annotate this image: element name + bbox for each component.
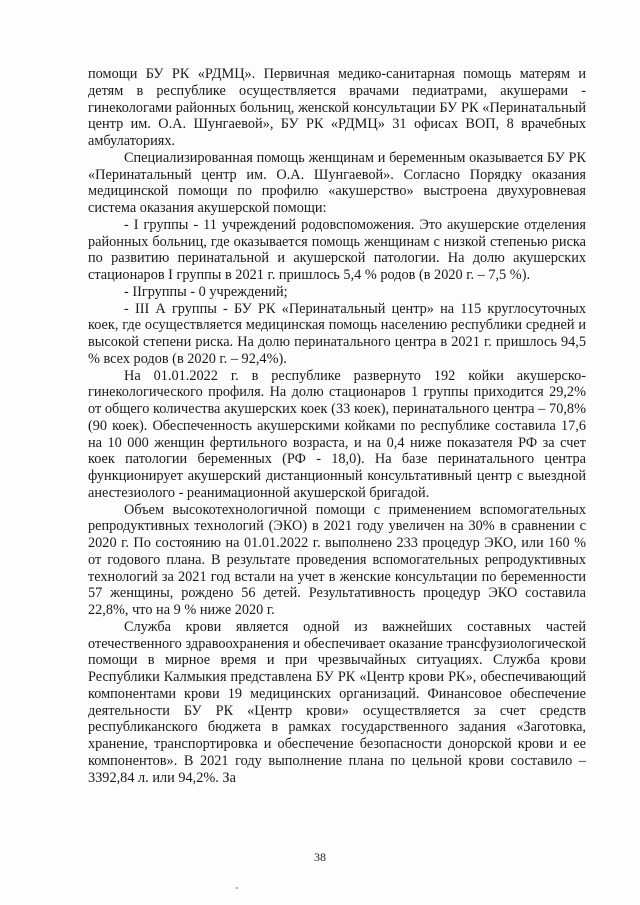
document-body [88,66,586,786]
page-number: 38 [314,850,326,864]
paragraph-blood-service: Служба крови является одной из важнейших составных частей отечественного здравоохранения и обеспечивает оказание трансфузиологической помощи в мирное время и при чрезвычайных ситуациях. Служба крови Республики Калмыкия представлена БУ РК «Центр крови РК», обеспечивающий компонентами крови 19 медицинских организаций. Финансовое обеспечение деятельности БУ РК «Центр крови» осуществляется за счет средств республиканского бюджета в рамках государственного задания «Заготовка, хранение, транспортировка и обеспечение безопасности донорской крови и ее компонентов». В 2021 году выполнение плана по цельной крови составило – 3392,84 л. или 94,2%. За [88,618,586,786]
paragraph-primary-care: помощи БУ РК «РДМЦ». Первичная медико-санитарная помощь матерям и детям в республике осуществляется врачами педиатрами, акушерами - гинекологами районных больниц, женской консультации БУ РК «Перинатальный центр им. О.А. Шунгаевой», БУ РК «РДМЦ» 31 офисах ВОП, 8 врачебных амбулаториях. [88,66,586,149]
paragraph-group-1: - I группы - 11 учреждений родовспоможения. Это акушерские отделения районных больниц, где оказывается помощь женщинам с низкой степенью риска по развитию перинатальной и акушерской патологии. На долю акушерских стационаров I группы в 2021 г. пришлось 5,4 % родов (в 2020 г. – 7,5 %). [88,216,586,283]
paragraph-bed-capacity: На 01.01.2022 г. в республике развернуто 192 койки акушерско-гинекологического профиля. На долю стационаров 1 группы приходится 29,2% от общего количества акушерских коек (33 коек), перинатального центра – 70,8% (90 коек). Обеспеченность акушерскими койками по республике составила 17,6 на 10 000 женщин фертильного возраста, и на 0,4 ниже показателя РФ за счет коек патологии беременных (РФ - 18,0). На базе перинатального центра функционирует акушерский дистанционный консультативный центр с выездной анестезиолого - реанимационной акушерской бригадой. [88,367,586,501]
paragraph-specialized-care: Специализированная помощь женщинам и беременным оказывается БУ РК «Перинатальный центр им. О.А. Шунгаевой». Согласно Порядку оказания медицинской помощи по профилю «акушерство» выстроена двухуровневая система оказания акушерской помощи: [88,149,586,216]
paragraph-ivf: Объем высокотехнологичной помощи с применением вспомогательных репродуктивных технологий (ЭКО) в 2021 году увеличен на 30% в сравнении с 2020 г. По состоянию на 01.01.2022 г. выполнено 233 процедур ЭКО, или 160 % от годового плана. В результате проведения вспомогательных репродуктивных технологий за 2021 год встали на учет в женские консультации по беременности 57 женщины, рождено 56 детей. Результативность процедур ЭКО составила 22,8%, что на 9 % ниже 2020 г. [88,501,586,618]
scan-speck [236,887,238,889]
paragraph-group-2: - IIгруппы - 0 учреждений; [124,283,288,300]
paragraph-group-3a: - III А группы - БУ РК «Перинатальный центр» на 115 круглосуточных коек, где осуществляется медицинская помощь населению республики средней и высокой степени риска. На долю перинатального центра в 2021 г. пришлось 94,5 % всех родов (в 2020 г. – 92,4%). [88,300,586,367]
